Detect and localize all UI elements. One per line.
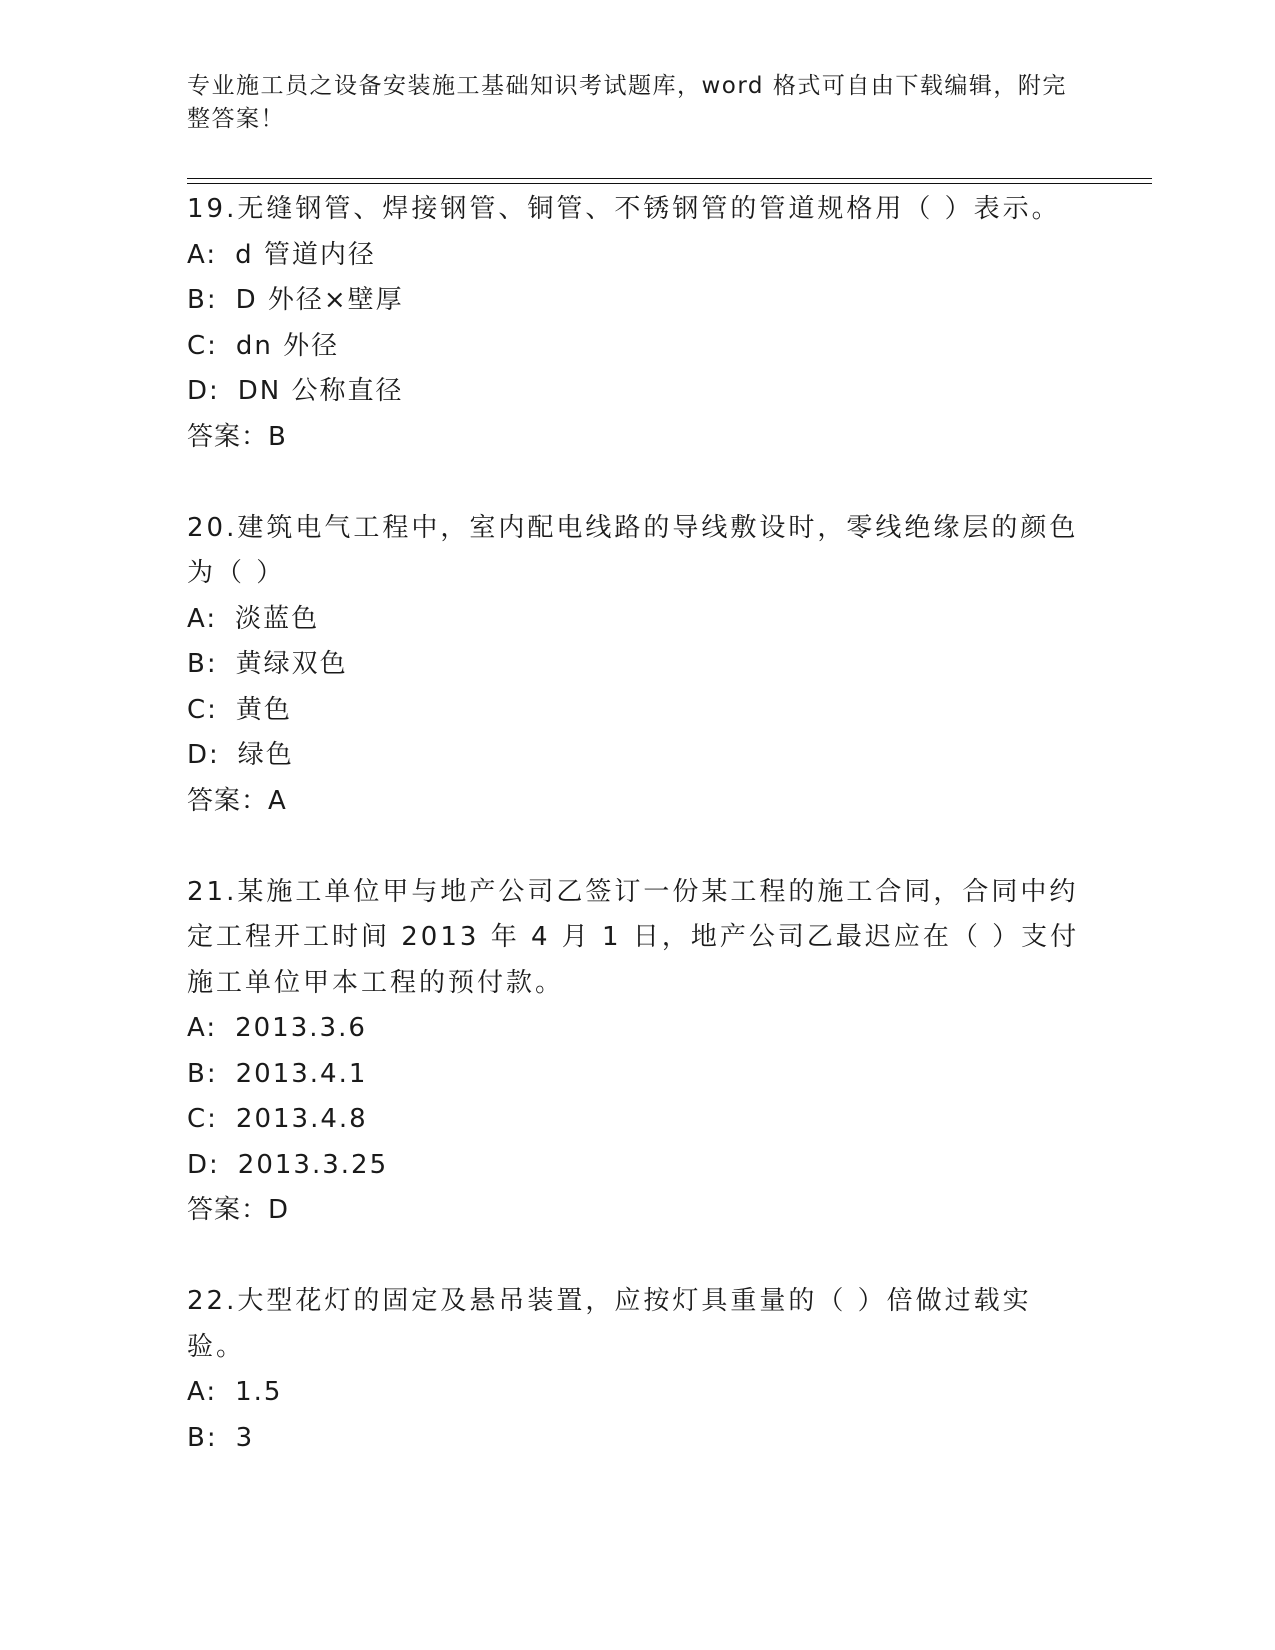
question-21 <box>187 870 1087 1234</box>
question-spacer <box>187 460 1087 506</box>
question-text: 22.大型花灯的固定及悬吊装置，应按灯具重量的（ ）倍做过载实验。 <box>187 1286 1032 1362</box>
option-text: 2013.3.25 <box>237 1149 389 1180</box>
question-19 <box>187 187 1087 460</box>
option-d <box>187 369 1087 415</box>
option-d <box>187 733 1087 779</box>
option-letter: A: <box>187 239 218 270</box>
question-text: 19.无缝钢管、焊接钢管、铜管、不锈钢管的管道规格用（ ）表示。 <box>187 194 1061 224</box>
option-a <box>187 233 1087 279</box>
option-b <box>187 1416 1087 1462</box>
answer-line: 答案：B <box>187 421 287 452</box>
option-letter: A: <box>187 1013 218 1043</box>
question-spacer <box>187 1234 1087 1280</box>
question-text: 21.某施工单位甲与地产公司乙签订一份某工程的施工合同，合同中约定工程开工时间 2013 年 4 月 1 日，地产公司乙最迟应在（ ）支付施工单位甲本工程的预付款。 <box>187 876 1080 998</box>
option-text: 2013.4.8 <box>235 1104 368 1134</box>
question-spacer <box>187 824 1087 870</box>
option-letter: A: <box>187 1377 218 1407</box>
document-header <box>187 70 1067 136</box>
option-b <box>187 1052 1087 1098</box>
option-letter: C: <box>187 1104 218 1134</box>
option-b <box>187 278 1087 324</box>
option-text: 1.5 <box>235 1377 283 1407</box>
option-letter: C: <box>187 694 218 725</box>
option-text: D 外径×壁厚 <box>235 285 404 315</box>
option-letter: A: <box>187 603 218 634</box>
option-text: 3 <box>235 1422 255 1453</box>
option-c <box>187 688 1087 734</box>
question-text: 20.建筑电气工程中，室内配电线路的导线敷设时，零线绝缘层的颜色为（ ） <box>187 512 1079 588</box>
header-divider <box>187 178 1152 184</box>
option-letter: D: <box>187 1149 220 1180</box>
option-a <box>187 1006 1087 1052</box>
question-20 <box>187 506 1087 825</box>
option-text: 黄绿双色 <box>235 649 348 679</box>
option-text: 绿色 <box>237 740 294 770</box>
option-c <box>187 1097 1087 1143</box>
option-letter: B: <box>187 285 218 315</box>
option-c <box>187 324 1087 370</box>
answer-line: 答案：A <box>187 785 287 816</box>
option-a <box>187 597 1087 643</box>
option-text: d 管道内径 <box>235 239 376 270</box>
option-text: dn 外径 <box>235 330 340 361</box>
option-b <box>187 642 1087 688</box>
option-text: 黄色 <box>235 694 292 725</box>
option-text: 淡蓝色 <box>235 603 320 634</box>
question-list <box>187 187 1087 1461</box>
answer-line: 答案：D <box>187 1195 290 1225</box>
option-letter: B: <box>187 649 218 679</box>
option-letter: D: <box>187 740 220 770</box>
option-text: 2013.3.6 <box>235 1013 367 1043</box>
option-letter: C: <box>187 330 218 361</box>
option-text: 2013.4.1 <box>235 1058 368 1089</box>
option-letter: B: <box>187 1058 218 1089</box>
option-a <box>187 1370 1087 1416</box>
option-d <box>187 1143 1087 1189</box>
document-title: 专业施工员之设备安装施工基础知识考试题库，word 格式可自由下载编辑，附完整答案！ <box>187 73 1067 132</box>
question-22 <box>187 1279 1087 1461</box>
option-letter: B: <box>187 1422 218 1453</box>
option-letter: D: <box>187 376 220 406</box>
option-text: DN 公称直径 <box>237 376 404 406</box>
